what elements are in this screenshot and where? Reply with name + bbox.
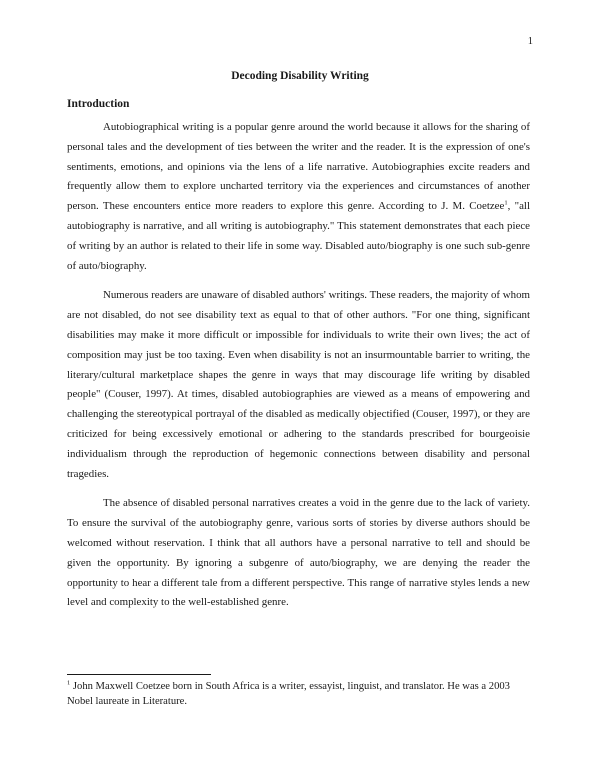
footnote-text: John Maxwell Coetzee born in South Africa is a writer, essayist, linguist, and translator. He was a 2003 Nobel laureate in Literature. <box>67 681 510 707</box>
footnote-separator <box>67 674 211 675</box>
footnote <box>67 680 530 709</box>
page-number: 1 <box>527 36 533 47</box>
paragraph-1-text-before-ref: Autobiographical writing is a popular genre around the world because it allows for the sharing of personal tales and the development of ties between the writer and the reader. It is the expression of one's sentiments, emotions, and opinions via the lens of a life narrative. Autobiographies excite readers and frequently allow them to explore uncharted territory via the experiences and circumstances of another person. These encounters entice more readers to explore this genre. According to J. M. Coetzee <box>67 121 530 213</box>
footnote-reference[interactable]: 1 <box>504 199 508 207</box>
paragraph-2: Numerous readers are unaware of disabled authors' writings. These readers, the majority of whom are not disabled, do not see disability text as equal to that of other authors. "For one thing, significant disabilities may make it more difficult or impossible for individuals to write their own lives; the act of composition may just be too taxing. Even when disability is not an insurmountable barrier to writing, the literary/cultural marketplace shapes the genre in ways that may discourage life writing by disabled people" (Couser, 1997). At times, disabled autobiographies are viewed as a means of empowering and challenging the stereotypical portrayal of the disabled as medically objectified (Couser, 1997), or they are criticized for being excessively emotional or adhering to the standards prescribed for bourgeoisie individualism through the reproduction of hegemonic connections between disability and personal tragedies. <box>67 289 530 480</box>
paragraph-3: The absence of disabled personal narratives creates a void in the genre due to the lack of variety. To ensure the survival of the autobiography genre, various sorts of stories by diverse authors should be welcomed without reservation. I think that all authors have a personal narrative to tell and should be given the opportunity. By ignoring a subgenre of auto/biography, we are denying the reader the opportunity to hear a different tale from a different perspective. This range of narrative styles lends a new level and complexity to the well-established genre. <box>67 497 530 609</box>
footnote-marker: 1 <box>67 679 71 687</box>
paragraph-1 <box>67 118 530 276</box>
document-title: Decoding Disability Writing <box>231 70 369 82</box>
body-text <box>67 118 530 623</box>
paragraph-1-text-after-ref: , "all autobiography is narrative, and all writing is autobiography." This statement demonstrates that each piece of writing by an author is related to their life in some way. Disabled auto/biography is one such sub-genre of auto/biography. <box>67 200 530 272</box>
section-heading-introduction: Introduction <box>67 98 130 110</box>
